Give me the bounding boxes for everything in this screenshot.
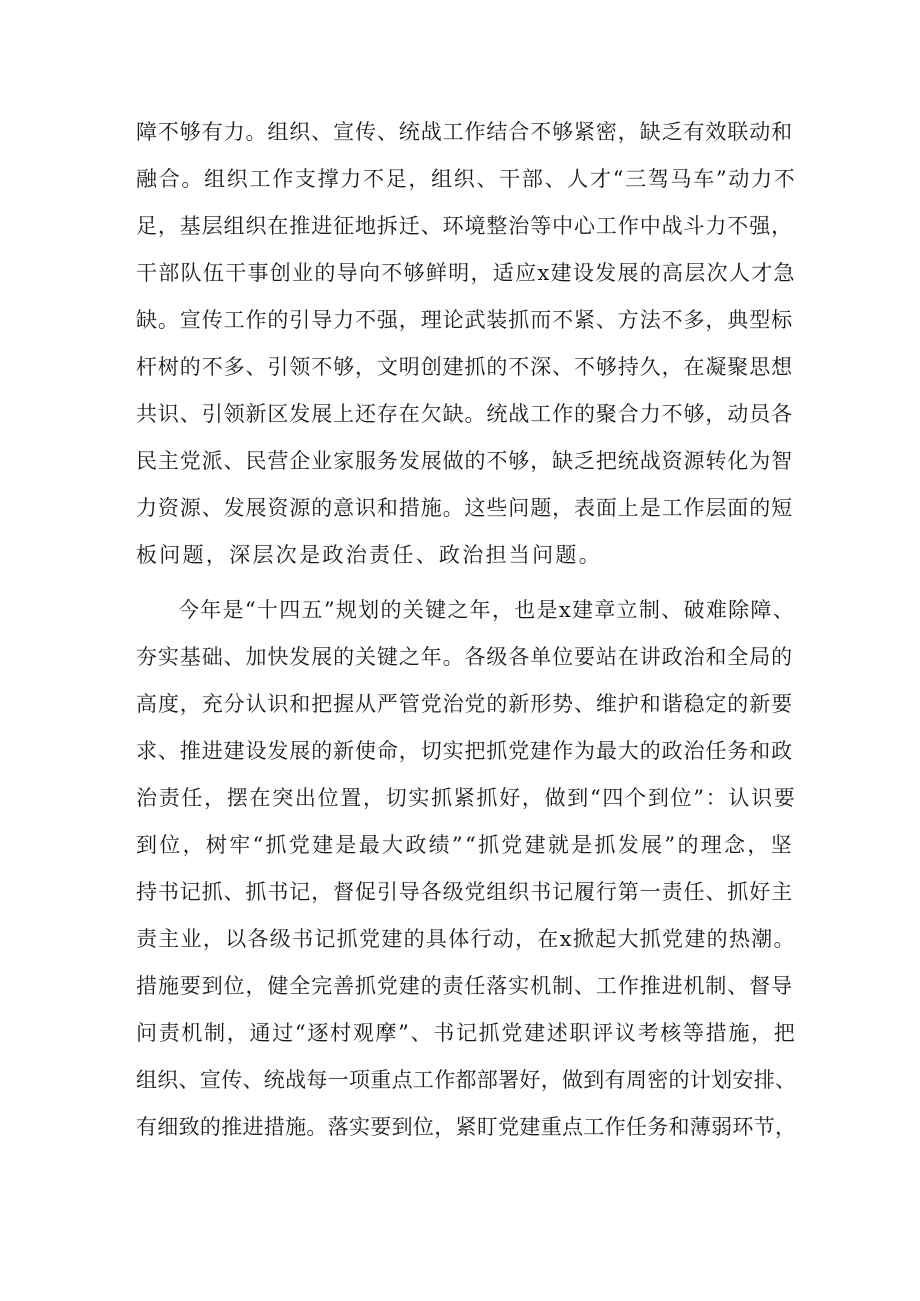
paragraph-line: 持书记抓、抓书记，督促引导各级党组织书记履行第一责任、抓好主 — [136, 880, 793, 904]
paragraph-line: 责主业，以各级书记抓党建的具体行动，在x掀起大抓党建的热潮。 — [136, 927, 796, 951]
paragraph-line: 板问题，深层次是政治责任、政治担当问题。 — [136, 543, 602, 567]
paragraph-line: 今年是“十四五”规划的关键之年，也是x建章立制、破难除障、 — [178, 598, 796, 622]
paragraph-line: 杆树的不多、引领不够，文明创建抓的不深、不够持久，在凝聚思想 — [136, 355, 793, 379]
paragraph-line: 夯实基础、加快发展的关键之年。各级各单位要站在讲政治和全局的 — [136, 645, 793, 669]
paragraph-line: 措施要到位，健全完善抓党建的责任落实机制、工作推进机制、督导 — [136, 974, 793, 998]
paragraph-line: 问责机制，通过“逐村观摩”、书记抓党建述职评议考核等措施，把 — [136, 1021, 797, 1045]
paragraph-line: 干部队伍干事创业的导向不够鲜明，适应x建设发展的高层次人才急 — [136, 261, 796, 285]
paragraph-line: 共识、引领新区发展上还存在欠缺。统战工作的聚合力不够，动员各 — [136, 402, 793, 426]
paragraph-line: 组织、宣传、统战每一项重点工作都部署好，做到有周密的计划安排、 — [136, 1068, 797, 1092]
paragraph-line: 力资源、发展资源的意识和措施。这些问题，表面上是工作层面的短 — [136, 496, 793, 520]
paragraph-line: 障不够有力。组织、宣传、统战工作结合不够紧密，缺乏有效联动和 — [136, 120, 793, 144]
paragraph-line: 高度，充分认识和把握从严管党治党的新形势、维护和谐稳定的新要 — [136, 692, 793, 716]
paragraph-line: 足，基层组织在推进征地拆迁、环境整治等中心工作中战斗力不强， — [136, 214, 793, 238]
paragraph-line: 有细致的推进措施。落实要到位，紧盯党建重点工作任务和薄弱环节， — [136, 1115, 797, 1139]
paragraph-line: 治责任，摆在突出位置，切实抓紧抓好，做到“四个到位”：认识要 — [136, 786, 797, 810]
paragraph-line: 缺。宣传工作的引导力不强，理论武装抓而不紧、方法不多，典型标 — [136, 308, 793, 332]
paragraph-line: 到位，树牢“抓党建是最大政绩”“抓党建就是抓发展”的理念，坚 — [136, 833, 794, 857]
paragraph-line: 求、推进建设发展的新使命，切实把抓党建作为最大的政治任务和政 — [136, 739, 793, 763]
paragraph-line: 民主党派、民营企业家服务发展做的不够，缺乏把统战资源转化为智 — [136, 449, 793, 473]
paragraph-line: 融合。组织工作支撑力不足，组织、干部、人才“三驾马车”动力不 — [136, 167, 797, 191]
